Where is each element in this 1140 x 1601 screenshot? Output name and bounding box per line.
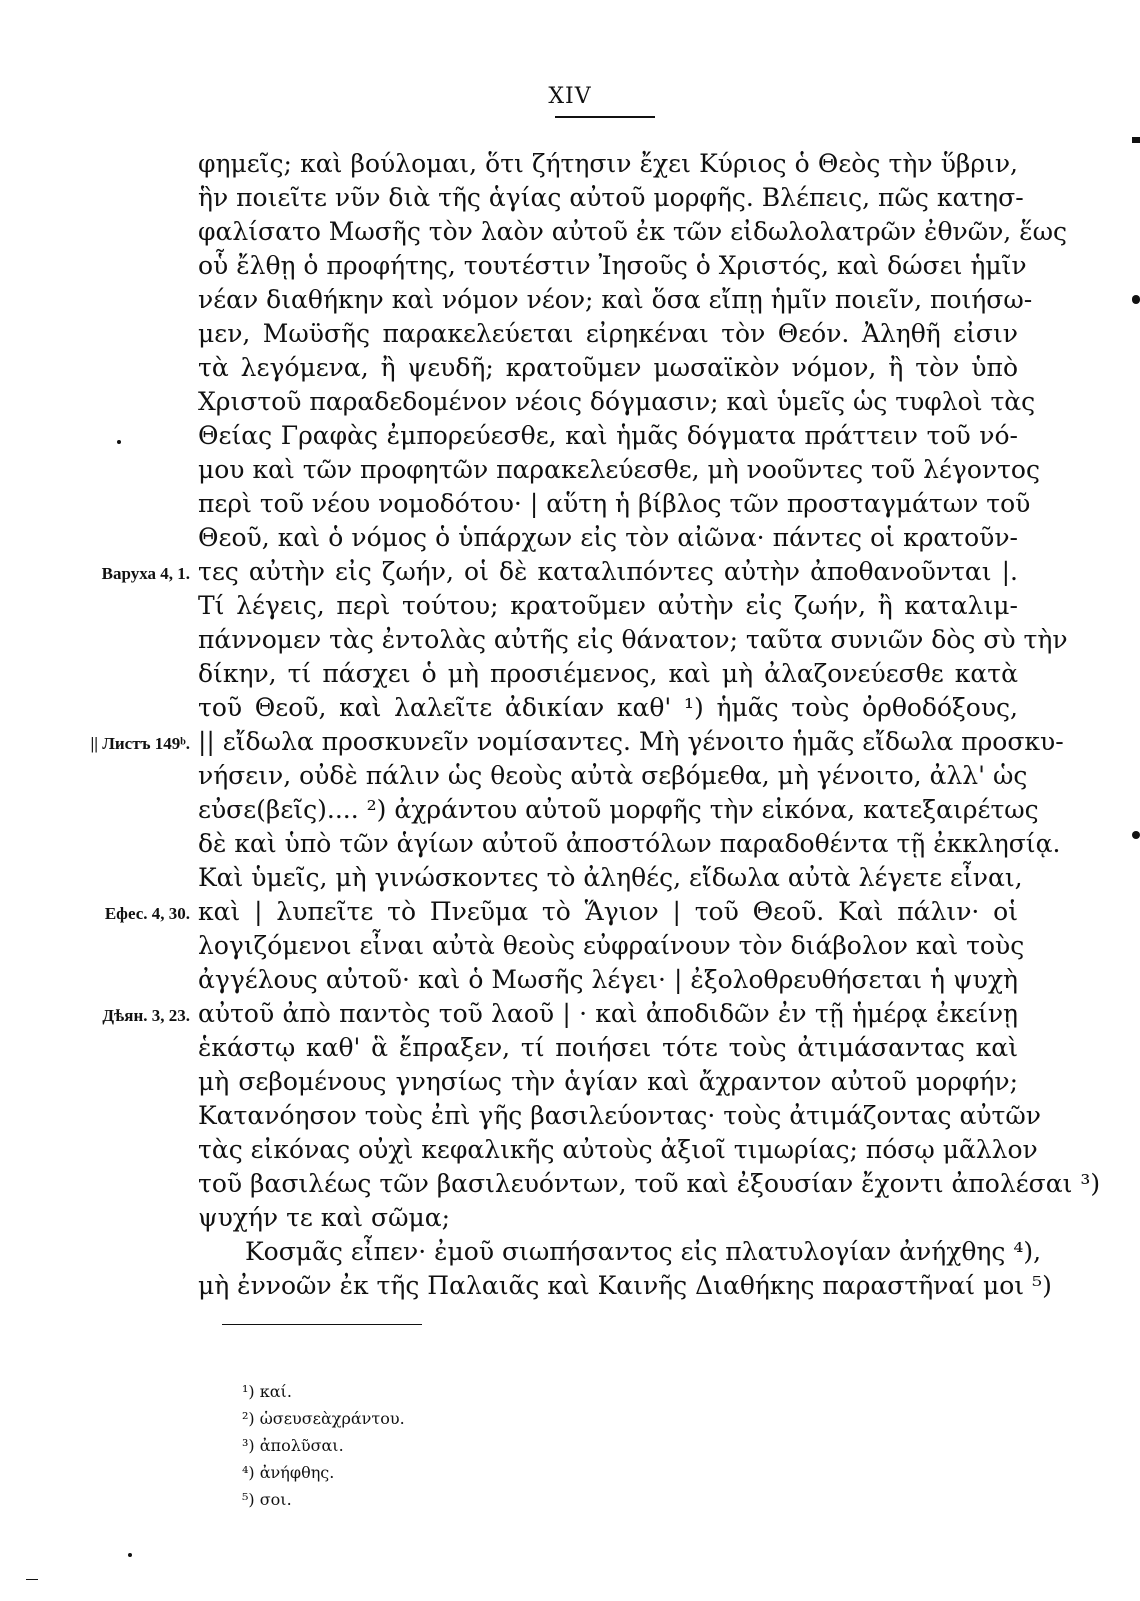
margin-note: Дѣян. 3, 23. — [102, 1006, 190, 1025]
footnote: ⁵) σοι. — [242, 1490, 292, 1509]
footnote: ⁴) ἀνήφθης. — [242, 1463, 335, 1482]
text-line: τὰς εἰκόνας οὐχὶ κεφαλικῆς αὐτοὺς ἀξιοῖ τιμωρίας; πόσῳ μᾶλλον — [198, 1135, 1038, 1164]
text-line: Καὶ ὑμεῖς, μὴ γινώσκοντες τὸ ἀληθές, εἴδωλα αὐτὰ λέγετε εἶναι, — [198, 863, 1023, 892]
scan-speck — [1132, 831, 1140, 839]
text-line: Χριστοῦ παραδεδομένον νέοις δόγμασιν; καὶ ὑμεῖς ὡς τυφλοὶ τὰς — [198, 387, 1036, 416]
text-line: Κοσμᾶς εἶπεν· ἐμοῦ σιωπήσαντος εἰς πλατυλογίαν ἀνήχθης ⁴), — [245, 1237, 1042, 1266]
text-line: εὐσε(βεῖς).... ²) ἀχράντου αὐτοῦ μορφῆς τὴν εἰκόνα, κατεξαιρέτως — [198, 795, 1039, 824]
margin-note: Ефес. 4, 30. — [104, 904, 190, 923]
text-line: μὴ σεβομένους γνησίως τὴν ἁγίαν καὶ ἄχραντον αὐτοῦ μορφήν; — [198, 1067, 1018, 1096]
margin-note: Варуха 4, 1. — [101, 564, 190, 583]
footnote: ¹) καί. — [242, 1382, 292, 1401]
text-line: λογιζόμενοι εἶναι αὐτὰ θεοὺς εὐφραίνουν τὸν διάβολον καὶ τοὺς — [198, 931, 1025, 960]
text-line: νέαν διαθήκην καὶ νόμον νέον; καὶ ὅσα εἴπῃ ἡμῖν ποιεῖν, ποιήσω- — [198, 285, 1033, 314]
text-line: νήσειν, οὐδὲ πάλιν ὡς θεοὺς αὐτὰ σεβόμεθα, μὴ γένοιτο, ἀλλ' ὡς — [198, 761, 1028, 790]
text-line: αὐτοῦ ἀπὸ παντὸς τοῦ λαοῦ | · καὶ ἀποδιδῶν ἐν τῇ ἡμέρᾳ ἐκείνῃ — [198, 999, 1018, 1028]
text-line: δίκην, τί πάσχει ὁ μὴ προσιέμενος, καὶ μὴ ἀλαζονεύεσθε κατὰ — [198, 659, 1018, 688]
text-line: περὶ τοῦ νέου νομοδότου· | αὕτη ἡ βίβλος τῶν προσταγμάτων τοῦ — [198, 489, 1031, 518]
text-line: μεν, Μωϋσῆς παρακελεύεται εἰρηκέναι τὸν Θεόν. Ἀληθῆ εἰσιν — [198, 319, 1018, 348]
text-line: ψυχήν τε καὶ σῶμα; — [198, 1203, 451, 1232]
text-line: οὗ ἔλθῃ ὁ προφήτης, τουτέστιν Ἰησοῦς ὁ Χριστός, καὶ δώσει ἡμῖν — [198, 251, 1027, 280]
text-line: Θεοῦ, καὶ ὁ νόμος ὁ ὑπάρχων εἰς τὸν αἰῶνα· πάντες οἱ κρατοῦν- — [198, 523, 1018, 552]
text-line: τὰ λεγόμενα, ἢ ψευδῆ; κρατοῦμεν μωσαϊκὸν νόμον, ἢ τὸν ὑπὸ — [198, 353, 1018, 382]
text-line: μὴ ἐννοῶν ἐκ τῆς Παλαιᾶς καὶ Καινῆς Διαθήκης παραστῆναί μοι ⁵) — [198, 1271, 1052, 1300]
text-line: καὶ | λυπεῖτε τὸ Πνεῦμα τὸ Ἅγιον | τοῦ Θεοῦ. Καὶ πάλιν· οἱ — [198, 897, 1018, 926]
margin-note: || Листъ 149ᵇ. — [90, 734, 190, 753]
text-line: Θείας Γραφὰς ἐμπορεύεσθε, καὶ ἡμᾶς δόγματα πράττειν τοῦ νό- — [198, 421, 1018, 450]
scan-speck — [26, 1579, 38, 1580]
page-number-rule — [555, 116, 655, 118]
footnote: ³) ἀπολῦσαι. — [242, 1436, 344, 1455]
text-line: πάννομεν τὰς ἐντολὰς αὐτῆς εἰς θάνατον; ταῦτα συνιῶν δὸς σὺ τὴν — [198, 625, 1068, 654]
text-line: τες αὐτὴν εἰς ζωήν, οἱ δὲ καταλιπόντες αὐτὴν ἀποθανοῦνται |. — [198, 557, 1018, 586]
text-line: τοῦ βασιλέως τῶν βασιλευόντων, τοῦ καὶ ἐξουσίαν ἔχοντι ἀπολέσαι ³) — [198, 1169, 1101, 1198]
scan-speck — [117, 440, 121, 444]
text-line: δὲ καὶ ὑπὸ τῶν ἁγίων αὐτοῦ ἀποστόλων παραδοθέντα τῇ ἐκκλησίᾳ. — [198, 829, 1061, 858]
scan-speck — [1132, 295, 1140, 304]
text-line: φημεῖς; καὶ βούλομαι, ὅτι ζήτησιν ἔχει Κύριος ὁ Θεὸς τὴν ὕβριν, — [198, 149, 1018, 178]
scan-speck — [128, 1553, 132, 1557]
text-line: τοῦ Θεοῦ, καὶ λαλεῖτε ἀδικίαν καθ' ¹) ἡμᾶς τοὺς ὀρθοδόξους, — [198, 693, 1018, 722]
text-line: ἑκάστῳ καθ' ἃ ἔπραξεν, τί ποιήσει τότε τοὺς ἀτιμάσαντας καὶ — [198, 1033, 1018, 1062]
page-number: XIV — [548, 84, 592, 109]
text-line: Κατανόησον τοὺς ἐπὶ γῆς βασιλεύοντας· τοὺς ἀτιμάζοντας αὐτῶν — [198, 1101, 1041, 1130]
scan-speck — [1132, 137, 1140, 143]
text-line: ἀγγέλους αὐτοῦ· καὶ ὁ Μωσῆς λέγει· | ἐξολοθρευθήσεται ἡ ψυχὴ — [198, 965, 1018, 994]
text-line: ἣν ποιεῖτε νῦν διὰ τῆς ἁγίας αὐτοῦ μορφῆς. Βλέπεις, πῶς κατησ- — [198, 183, 1024, 212]
footnote-rule — [222, 1324, 422, 1325]
text-line: || εἴδωλα προσκυνεῖν νομίσαντες. Μὴ γένοιτο ἡμᾶς εἴδωλα προσκυ- — [198, 727, 1064, 756]
text-line: φαλίσατο Μωσῆς τὸν λαὸν αὐτοῦ ἐκ τῶν εἰδωλολατρῶν ἐθνῶν, ἕως — [198, 217, 1068, 246]
footnote: ²) ὡσευσεὰχράντου. — [242, 1409, 405, 1428]
text-line: μου καὶ τῶν προφητῶν παρακελεύεσθε, μὴ νοοῦντες τοῦ λέγοντος — [198, 455, 1040, 484]
text-line: Τί λέγεις, περὶ τούτου; κρατοῦμεν αὐτὴν εἰς ζωήν, ἢ καταλιμ- — [198, 591, 1018, 620]
